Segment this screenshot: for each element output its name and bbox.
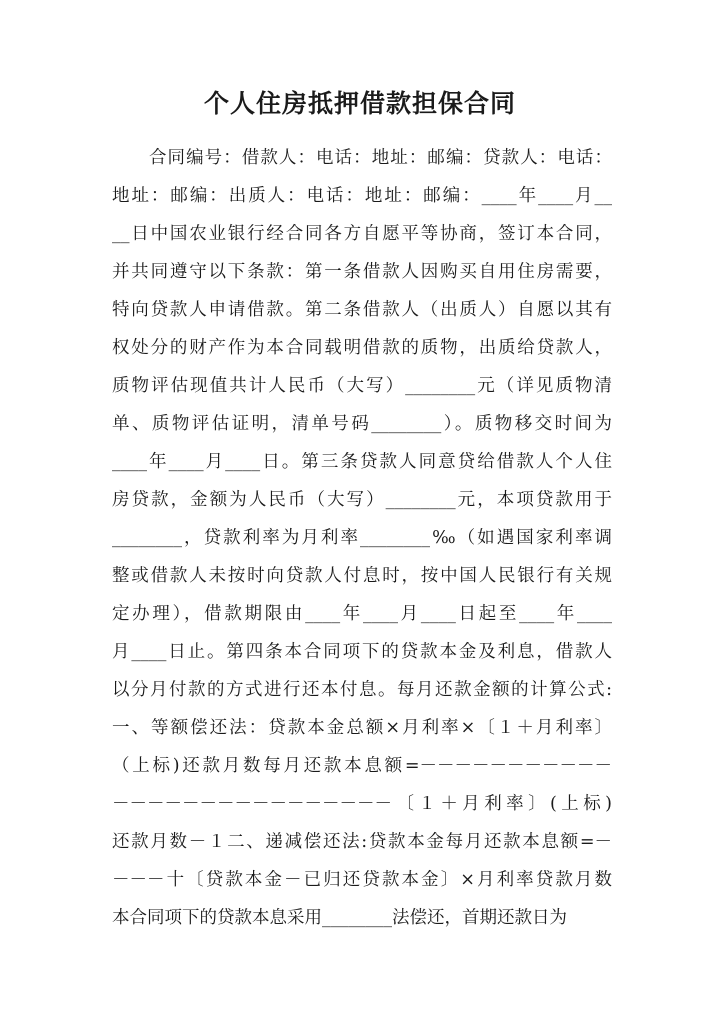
paragraph-line: （上标)还款月数每月还款本息额=－－－－－－－－－－－ (112, 756, 612, 776)
paragraph-line: 合同编号：借款人：电话：地址：邮编：贷款人：电话： (149, 148, 612, 168)
paragraph-line: 特向贷款人申请借款。第二条借款人（出质人）自愿以其有 (112, 300, 612, 320)
paragraph-line: －－－－－－－－－－－－－－－－〔１＋月利率〕(上标) (112, 794, 612, 814)
paragraph-line: 房贷款，金额为人民币（大写）________元，本项贷款用于 (112, 490, 612, 510)
paragraph-line: 权处分的财产作为本合同载明借款的质物，出质给贷款人， (112, 338, 612, 358)
paragraph-line: 并共同遵守以下条款：第一条借款人因购买自用住房需要， (112, 262, 612, 282)
paragraph-line: 定办理），借款期限由____年____月____日起至____年____ (112, 604, 612, 624)
paragraph-line: 还款月数－１二、递减偿还法:贷款本金每月还款本息额=－ (112, 832, 612, 852)
paragraph-line: 本合同项下的贷款本息采用________法偿还，首期还款日为 (112, 908, 567, 928)
paragraph-line: 质物评估现值共计人民币（大写）________元（详见质物清 (112, 376, 612, 396)
paragraph-line: ________，贷款利率为月利率________‰（如遇国家利率调 (112, 528, 612, 548)
paragraph-line: 月____日止。第四条本合同项下的贷款本金及利息，借款人 (112, 642, 612, 662)
paragraph-line: ____年____月____日。第三条贷款人同意贷给借款人个人住 (112, 452, 612, 472)
paragraph-line: __日中国农业银行经合同各方自愿平等协商，签订本合同， (112, 224, 612, 244)
paragraph-line: 一、等额偿还法：贷款本金总额×月利率×〔１＋月利率〕 (112, 718, 612, 738)
paragraph-line: 整或借款人未按时向贷款人付息时，按中国人民银行有关规 (112, 566, 612, 586)
paragraph-line: －－－十〔贷款本金－已归还贷款本金〕×月利率贷款月数 (112, 870, 612, 890)
paragraph-line: 单、质物评估证明，清单号码________）。质物移交时间为 (112, 414, 612, 434)
paragraph-line: 地址：邮编：出质人：电话：地址：邮编：____年____月__ (112, 186, 612, 206)
document-title: 个人住房抵押借款担保合同 (203, 89, 516, 118)
paragraph-line: 以分月付款的方式进行还本付息。每月还款金额的计算公式: (112, 680, 612, 700)
